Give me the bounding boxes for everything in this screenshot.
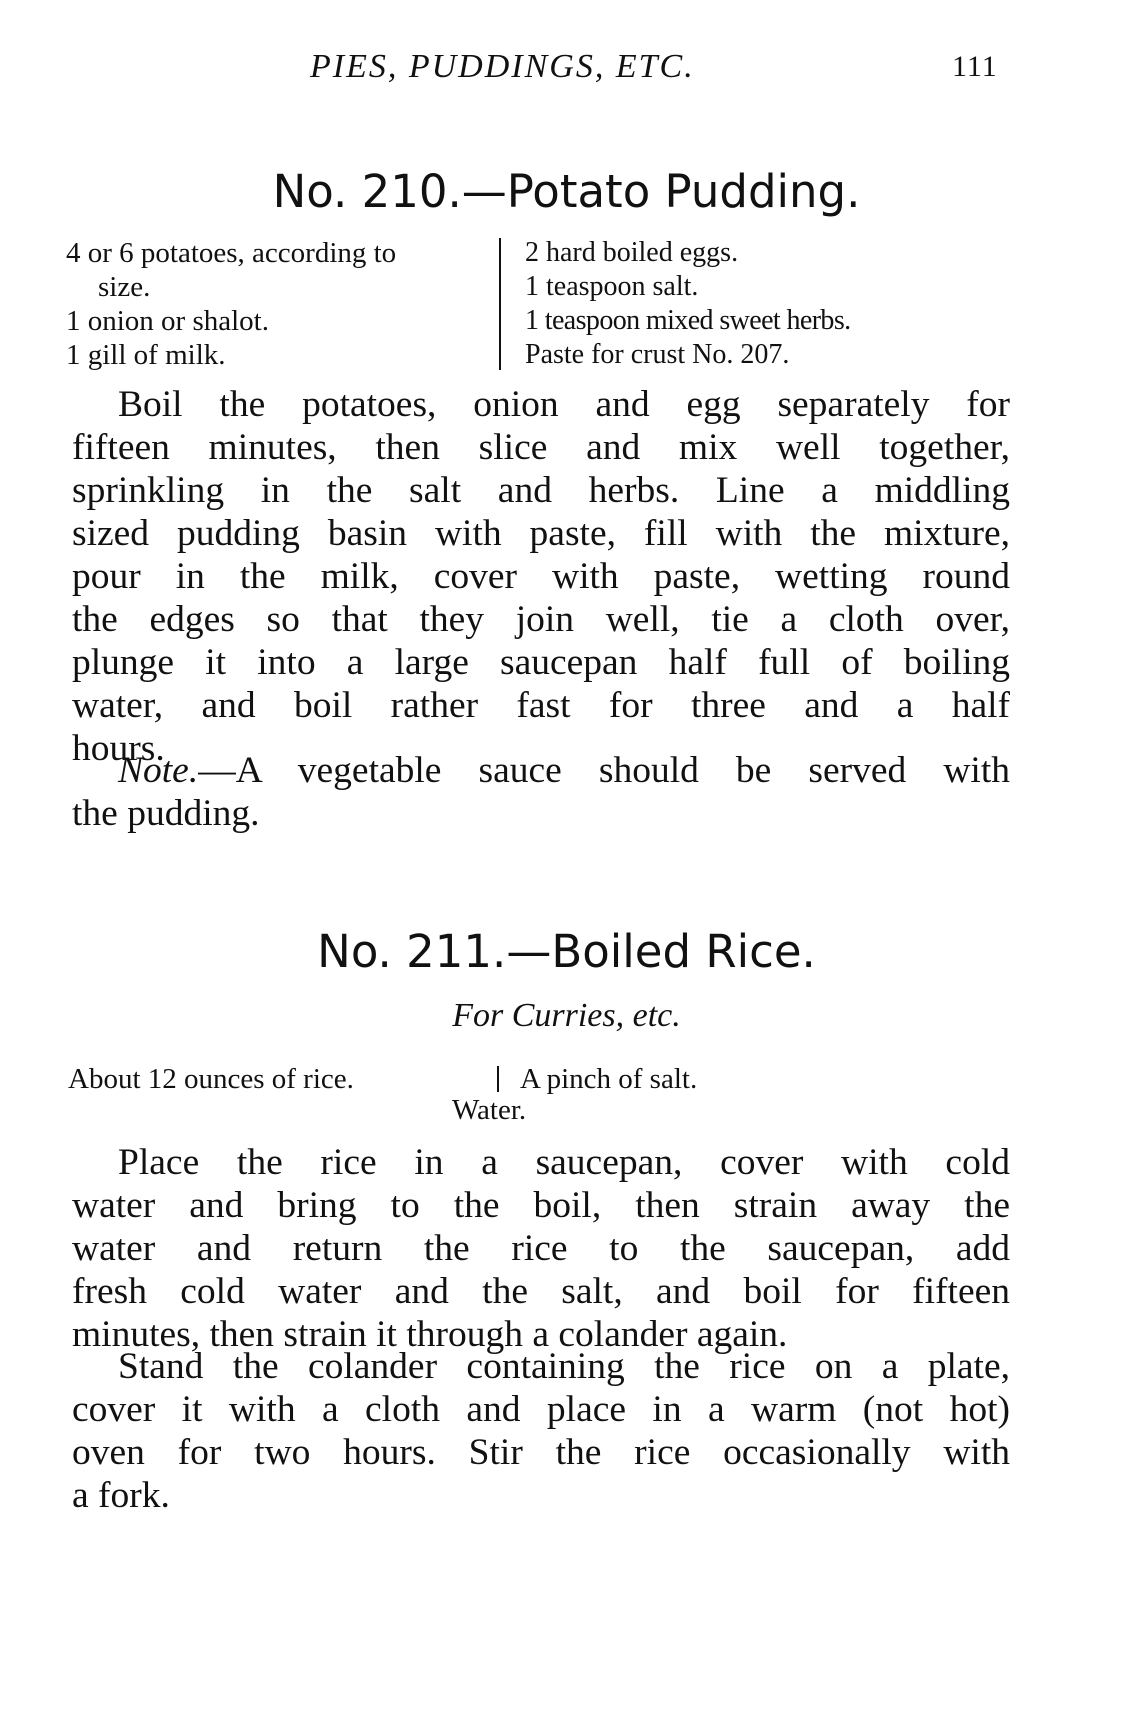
note-text: the pudding. bbox=[72, 793, 260, 834]
ingredient: Paste for crust No. 207. bbox=[525, 339, 790, 370]
ingredient: size. bbox=[98, 271, 151, 303]
recipe-211-ingredient-left: About 12 ounces of rice. bbox=[68, 1063, 354, 1095]
method-line: sprinkling in the salt and herbs. Line a middling bbox=[72, 470, 1010, 511]
method-line: water and bring to the boil, then strain away the bbox=[72, 1185, 1010, 1226]
method-line: fresh cold water and the salt, and boil for fifteen bbox=[72, 1271, 1010, 1312]
method-line: Place the rice in a saucepan, cover with cold bbox=[118, 1142, 1010, 1183]
ingredient: 2 hard boiled eggs. bbox=[525, 237, 739, 268]
method-line: the edges so that they join well, tie a cloth over, bbox=[72, 599, 1010, 640]
recipe-211-ingredient-center: Water. bbox=[452, 1094, 527, 1126]
method-line: fifteen minutes, then slice and mix well together, bbox=[72, 427, 1010, 468]
recipe-211-method bbox=[72, 1141, 1010, 1356]
ingredients-divider bbox=[499, 238, 501, 370]
note-label: Note. bbox=[118, 750, 199, 791]
recipe-210-method bbox=[72, 383, 1010, 770]
recipe-211-title: No. 211.—Boiled Rice. bbox=[317, 925, 816, 978]
method-line: hours. bbox=[72, 728, 165, 769]
method-line: minutes, then strain it through a colander again. bbox=[72, 1314, 788, 1355]
recipe-210-ingredients-right bbox=[525, 236, 851, 372]
running-head: PIES, PUDDINGS, ETC. bbox=[310, 48, 695, 85]
method-line: Boil the potatoes, onion and egg separately for bbox=[118, 384, 1010, 425]
recipe-211-ingredient-right: A pinch of salt. bbox=[520, 1063, 698, 1095]
ingredient: 1 teaspoon salt. bbox=[525, 271, 699, 302]
recipe-210-note bbox=[72, 749, 1010, 835]
method-line: water, and boil rather fast for three and a half bbox=[72, 685, 1010, 726]
ingredient: 1 gill of milk. bbox=[66, 339, 226, 371]
page-number: 111 bbox=[952, 50, 998, 83]
method-line: plunge it into a large saucepan half full of boiling bbox=[72, 642, 1010, 683]
method-line: cover it with a cloth and place in a warm (not hot) bbox=[72, 1389, 1010, 1430]
method-line: sized pudding basin with paste, fill with the mixture, bbox=[72, 513, 1010, 554]
recipe-210-ingredients-left bbox=[66, 236, 396, 372]
note-text: —A vegetable sauce should be served with bbox=[198, 750, 1010, 791]
ingredient: 1 teaspoon mixed sweet herbs. bbox=[525, 305, 851, 336]
method-line: Stand the colander containing the rice on a plate, bbox=[118, 1346, 1010, 1387]
method-line: oven for two hours. Stir the rice occasionally with bbox=[72, 1432, 1010, 1473]
method-line: a fork. bbox=[72, 1475, 170, 1516]
method-line: water and return the rice to the saucepan, add bbox=[72, 1228, 1010, 1269]
ingredients-divider bbox=[497, 1066, 499, 1092]
ingredient: 1 onion or shalot. bbox=[66, 305, 269, 337]
method-line: pour in the milk, cover with paste, wetting round bbox=[72, 556, 1010, 597]
ingredient: 4 or 6 potatoes, according to bbox=[66, 237, 397, 269]
recipe-211-method-2 bbox=[72, 1345, 1010, 1517]
recipe-211-subtitle: For Curries, etc. bbox=[452, 997, 681, 1034]
recipe-210-title: No. 210.—Potato Pudding. bbox=[272, 165, 861, 218]
